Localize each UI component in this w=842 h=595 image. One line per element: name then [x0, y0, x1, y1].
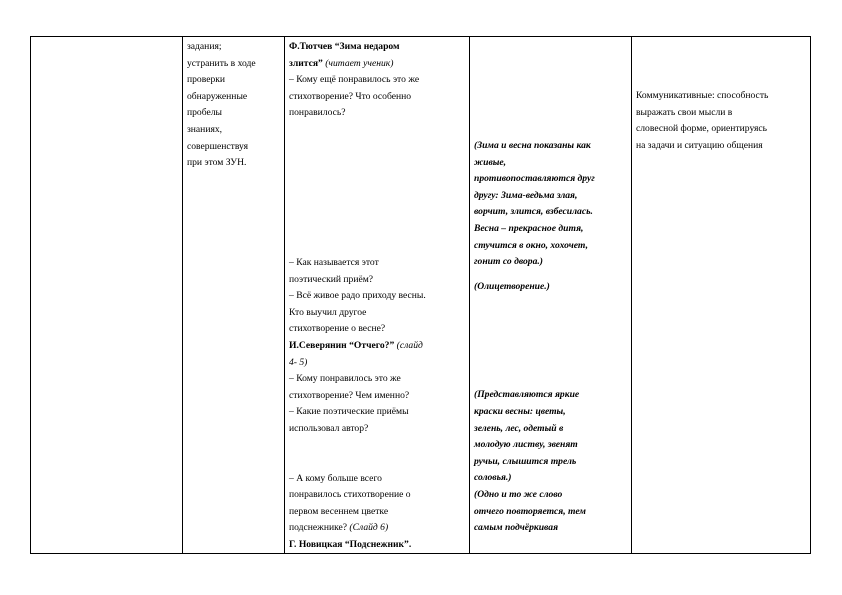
- question-line: – Как называется этот: [289, 256, 379, 268]
- competency-line: Коммуникативные: способность: [636, 90, 769, 101]
- answer-line: зелень, лес, одетый в: [474, 422, 564, 434]
- poem-title-cont: злится”: [289, 57, 323, 69]
- competency-line: выражать свои мысли в: [636, 106, 733, 118]
- question-line: – Какие поэтические приёмы: [289, 406, 409, 418]
- tasks-line: пробелы: [187, 107, 222, 119]
- teacher-activity-cell: [289, 39, 467, 553]
- question-line: – А кому больше всего: [289, 472, 382, 484]
- slide-note: (слайд: [394, 339, 423, 351]
- answer-line: гонит со двора.): [474, 256, 543, 268]
- tasks-line: проверки: [187, 74, 226, 86]
- answer-line: ворчит, злится, взбесилась.: [474, 206, 593, 218]
- competencies-cell: [636, 39, 808, 154]
- poem-note: (читает ученик): [322, 57, 394, 69]
- answer-line: соловья.): [474, 472, 512, 484]
- poem-title: Г. Новицкая “Подснежник”.: [289, 538, 412, 550]
- competency-line: на задачи и ситуацию общения: [636, 139, 763, 151]
- tasks-cell: [187, 39, 281, 172]
- lesson-table: [30, 36, 811, 554]
- poem-title: Ф.Тютчев “Зима недаром: [289, 41, 400, 52]
- column-divider: [469, 37, 470, 553]
- column-divider: [284, 37, 285, 553]
- tasks-line: задания;: [187, 41, 222, 52]
- answer-line: молодую листву, звенят: [474, 439, 578, 451]
- question-line: поэтический приём?: [289, 273, 374, 285]
- poem-title: И.Северянин “Отчего?”: [289, 339, 395, 351]
- tasks-line: при этом ЗУН.: [187, 157, 247, 169]
- answer-line: (Зима и весна показаны как: [474, 140, 591, 151]
- tasks-line: совершенствуя: [187, 140, 248, 152]
- question-line: Кто выучил другое: [289, 306, 367, 318]
- answer-line: Весна – прекрасное дитя,: [474, 222, 584, 234]
- question-line: использовал автор?: [289, 422, 369, 434]
- answer-line: краски весны: цветы,: [474, 405, 566, 417]
- question-line: понравилось стихотворение о: [289, 489, 411, 501]
- question-line: понравилось?: [289, 107, 346, 119]
- answer-line: (Олицетворение.): [474, 280, 550, 292]
- tasks-line: обнаруженные: [187, 90, 248, 102]
- answer-line: самым подчёркивая: [474, 522, 559, 534]
- student-activity-cell: [474, 39, 630, 537]
- answer-line: ручьи, слышится трель: [474, 455, 577, 467]
- column-divider: [182, 37, 183, 553]
- question-line: стихотворение? Чем именно?: [289, 389, 410, 401]
- answer-line: стучится в окно, хохочет,: [474, 239, 588, 251]
- question-line: подснежнике?: [289, 522, 348, 534]
- question-line: стихотворение о весне?: [289, 323, 386, 335]
- competency-line: словесной форме, ориентируясь: [636, 123, 768, 135]
- column-divider: [631, 37, 632, 553]
- tasks-line: знаниях,: [187, 123, 223, 135]
- answer-line: (Представляются яркие: [474, 389, 580, 401]
- answer-line: живые,: [474, 156, 507, 168]
- question-line: – Всё живое радо приходу весны.: [289, 290, 426, 302]
- question-line: стихотворение? Что особенно: [289, 90, 412, 102]
- answer-line: противопоставляются друг: [474, 173, 595, 185]
- answer-line: другу: Зима-ведьма злая,: [474, 189, 578, 201]
- answer-line: отчего повторяется, тем: [474, 505, 586, 517]
- question-line: – Кому ещё понравилось это же: [289, 74, 420, 86]
- tasks-line: устранить в ходе: [187, 57, 256, 69]
- slide-note: 4- 5): [289, 356, 308, 368]
- answer-line: (Одно и то же слово: [474, 488, 563, 500]
- question-line: первом весеннем цветке: [289, 505, 389, 517]
- slide-note: (Слайд 6): [347, 522, 389, 534]
- question-line: – Кому понравилось это же: [289, 373, 401, 385]
